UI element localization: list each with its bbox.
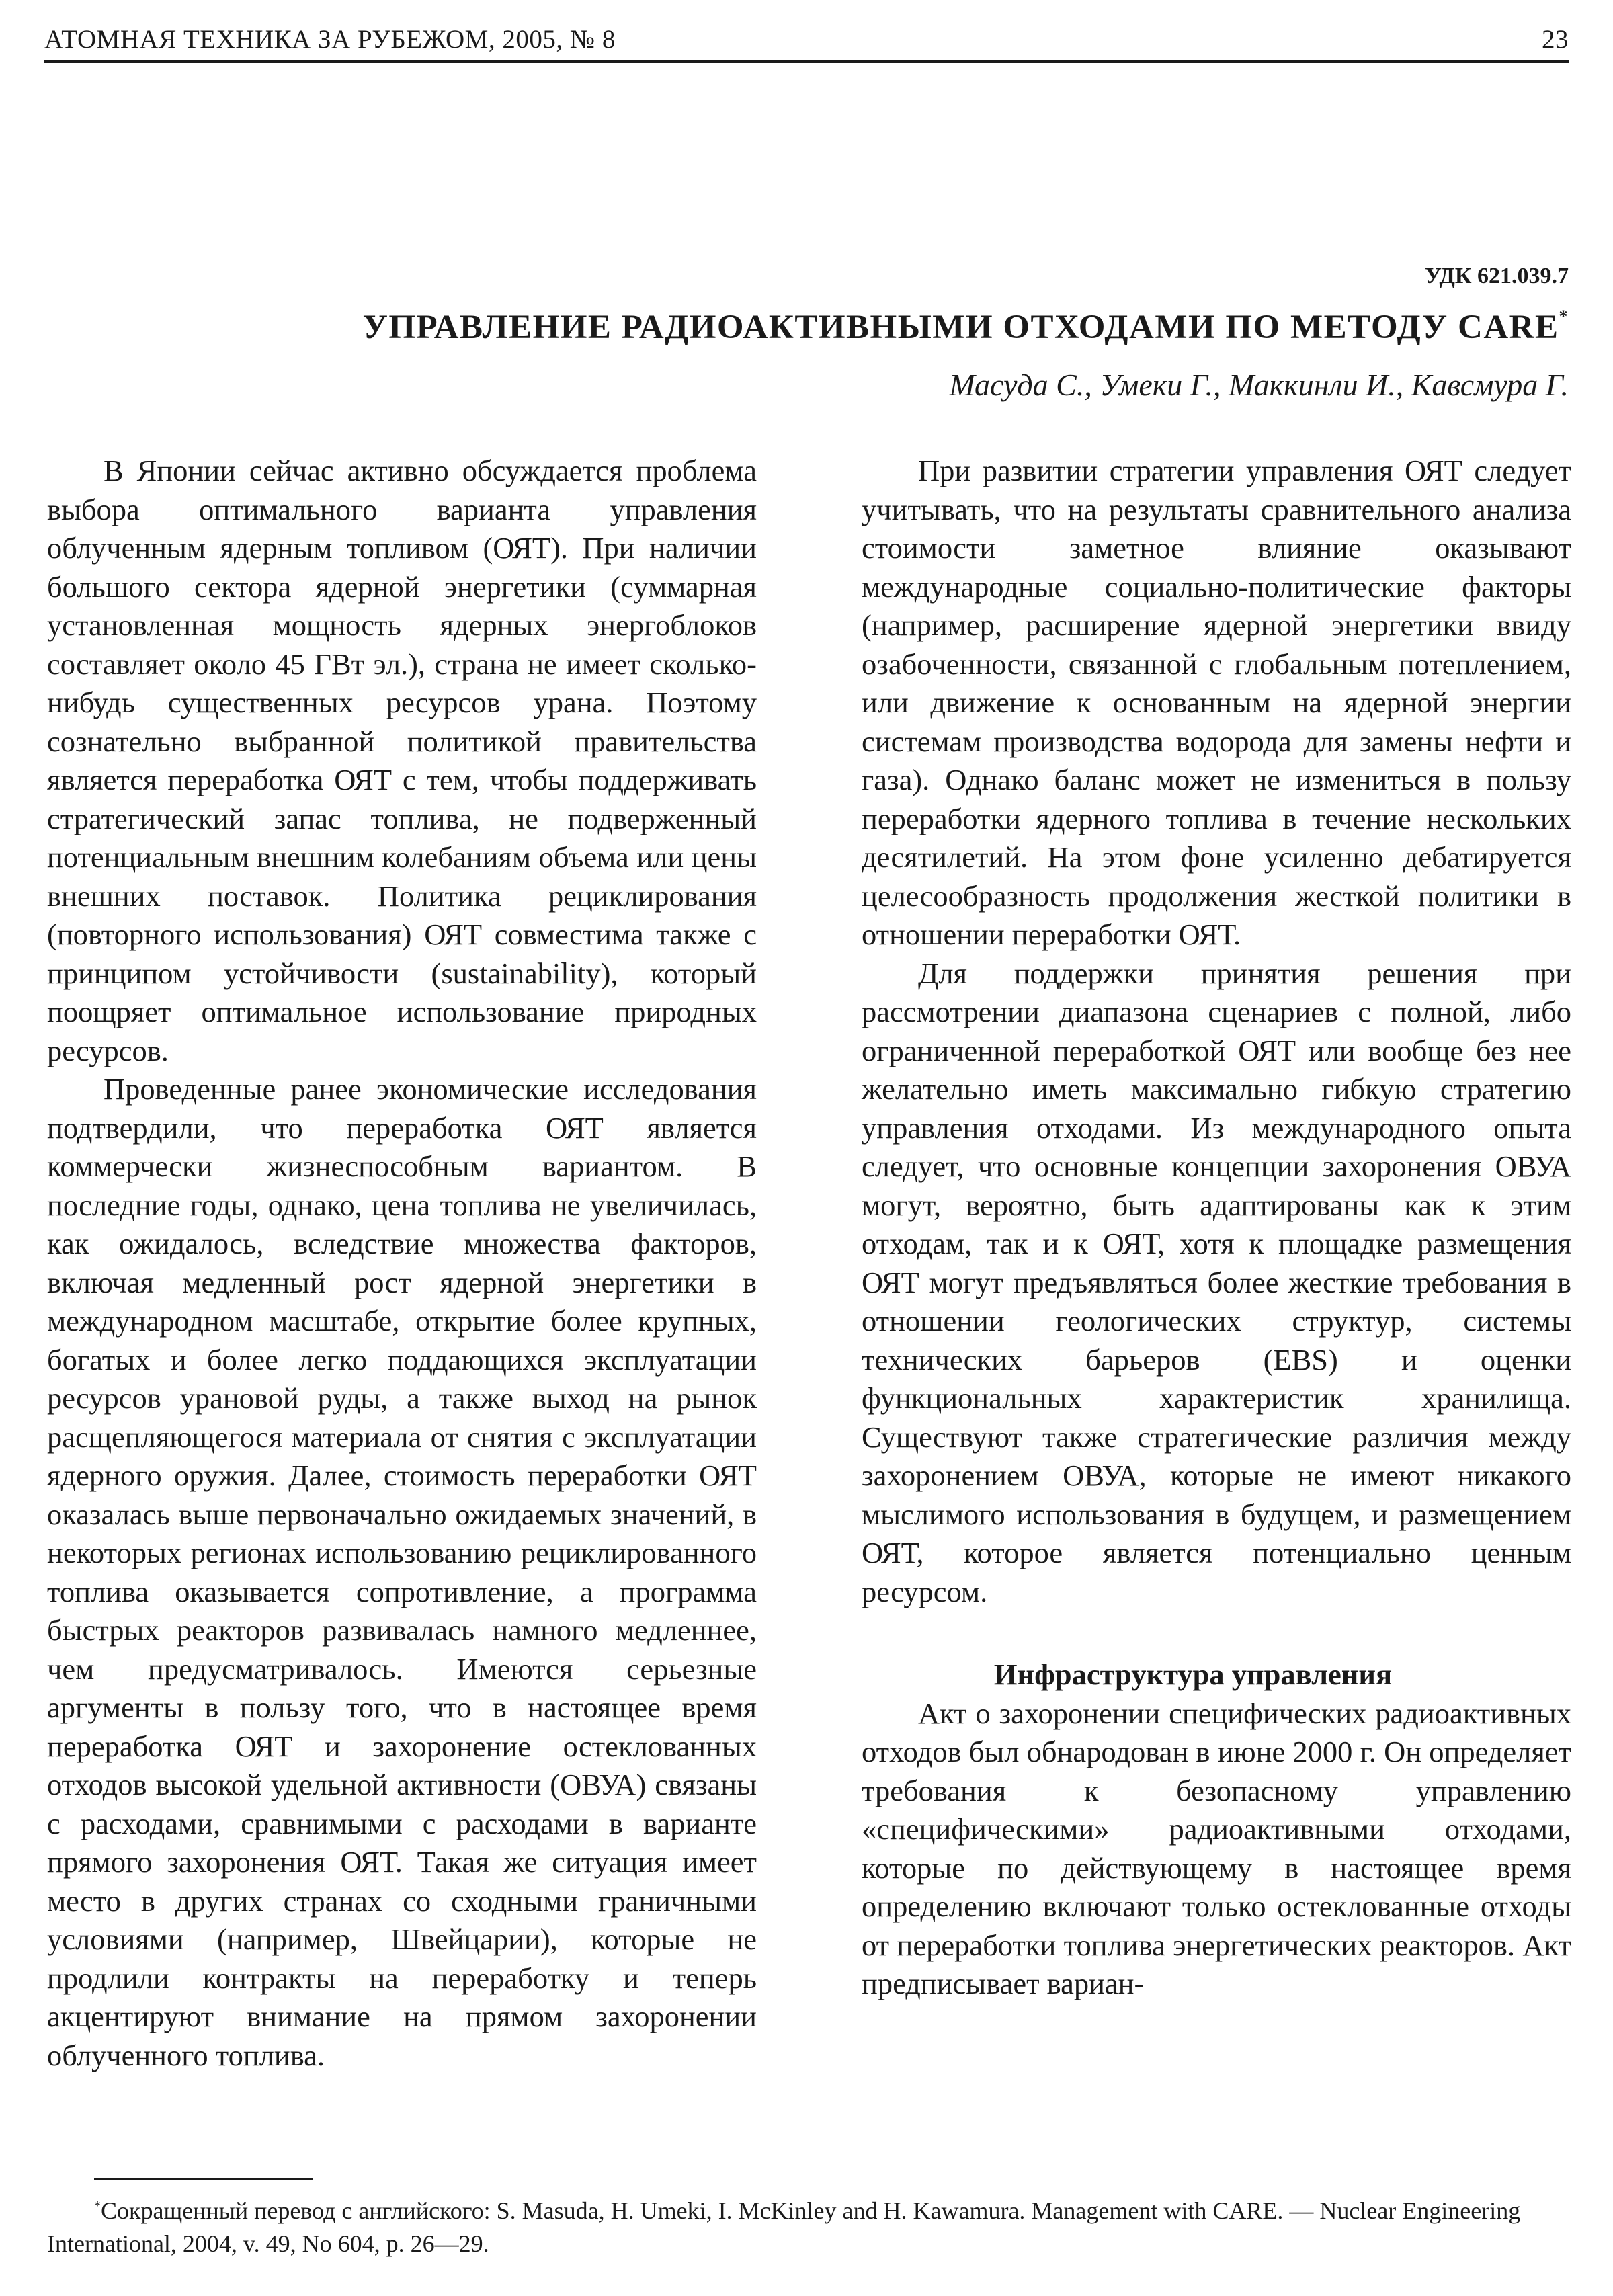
footnote-text: Сокращенный перевод с английского: S. Masuda, H. Umeki, I. McKinley and H. Kawamura. Management with CARE. — Nuclear Engineering International, 2004, v. 49, No 604, p. 26—29. xyxy=(47,2197,1521,2257)
title-footnote-marker: * xyxy=(1559,306,1569,326)
right-column xyxy=(862,452,1571,2004)
footnote-divider xyxy=(94,2178,313,2180)
section-heading: Инфраструктура управления xyxy=(993,1657,1393,1691)
article-authors: Масуда С., Умеки Г., Маккинли И., Кавсмура Г. xyxy=(949,368,1569,402)
body-paragraph: В Японии сейчас активно обсуждается проблема выбора оптимального варианта управления облученным ядерным топливом (ОЯТ). При наличии большого сектора ядерной энергетики (суммарная установленная мощность ядерных энергоблоков составляет около 45 ГВт эл.), страна не имеет сколько-нибудь существенных ресурсов урана. Поэтому сознательно выбранной политикой правительства является переработка ОЯТ с тем, чтобы поддерживать стратегический запас топлива, не подверженный потенциальным внешним колебаниям объема или цены внешних поставок. Политика рециклирования (повторного использования) ОЯТ совместима также с принципом устойчивости (sustainability), который поощряет оптимальное использование природных ресурсов. xyxy=(47,454,757,1067)
left-column xyxy=(47,452,757,2075)
body-paragraph: Акт о захоронении специфических радиоактивных отходов был обнародован в июне 2000 г. Он определяет требования к безопасному управлению «специфическими» радиоактивными отходами, которые по действующему в настоящее время определению включают только остеклованные отходы от переработки топлива энергетических реакторов. Акт предписывает вариан- xyxy=(862,1696,1571,2000)
body-paragraph: Для поддержки принятия решения при рассмотрении диапазона сценариев с полной, либо ограниченной переработкой ОЯТ или вообще без нее желательно иметь максимально гибкую стратегию управления отходами. Из международного опыта следует, что основные концепции захоронения ОВУА могут, вероятно, быть адаптированы как к этим отходам, так и к ОЯТ, хотя к площадке размещения ОЯТ могут предъявляться более жесткие требования в отношении геологических структур, системы технических барьеров (EBS) и оценки функциональных характеристик хранилища. Существуют также стратегические различия между захоронением ОВУА, которые не имеют никакого мыслимого использования в будущем, и размещением ОЯТ, которое является потенциально ценным ресурсом. xyxy=(862,956,1571,1608)
body-paragraph: Проведенные ранее экономические исследования подтвердили, что переработка ОЯТ является коммерчески жизнеспособным вариантом. В последние годы, однако, цена топлива не увеличилась, как ожидалось, вследствие множества факторов, включая медленный рост ядерной энергетики в международном масштабе, открытие более крупных, богатых и более легко поддающихся эксплуатации ресурсов урановой руды, а также выход на рынок расщепляющегося материала от снятия с эксплуатации ядерного оружия. Далее, стоимость переработки ОЯТ оказалась выше первоначально ожидаемых значений, в некоторых регионах использованию рециклированного топлива оказывается сопротивление, а программа быстрых реакторов развивалась намного медленнее, чем предусматривалось. Имеются серьезные аргументы в пользу того, что в настоящее время переработка ОЯТ и захоронение остеклованных отходов высокой удельной активности (ОВУА) связаны с расходами, сравнимыми с расходами в варианте прямого захоронения ОЯТ. Такая же ситуация имеет место в других странах со сходными граничными условиями (например, Швейцарии), которые не продлили контракты на переработку и теперь акцентируют внимание на прямом захоронении облученного топлива. xyxy=(47,1072,757,2072)
page-number: 23 xyxy=(1542,25,1569,54)
footnote xyxy=(47,2190,1573,2260)
journal-title: АТОМНАЯ ТЕХНИКА ЗА РУБЕЖОМ, 2005, № 8 xyxy=(44,25,616,54)
body-paragraph: При развитии стратегии управления ОЯТ следует учитывать, что на результаты сравнительного анализа стоимости заметное влияние оказывают международные социально-политические факторы (например, расширение ядерной энергетики ввиду озабоченности, связанной с глобальным потеплением, или движение к основанным на ядерной энергии системам производства водорода для замены нефти и газа). Однако баланс может не измениться в пользу переработки ядерного топлива в течение нескольких десятилетий. На этом фоне усиленно дебатируется целесообразность продолжения жесткой политики в отношении переработки ОЯТ. xyxy=(862,454,1571,951)
article-title xyxy=(362,308,1569,347)
article-title-text: УПРАВЛЕНИЕ РАДИОАКТИВНЫМИ ОТХОДАМИ ПО МЕТОДУ CARE xyxy=(362,309,1559,346)
running-header xyxy=(44,16,1569,63)
udk-code: УДК 621.039.7 xyxy=(1424,263,1569,288)
footnote-marker: * xyxy=(94,2199,101,2213)
